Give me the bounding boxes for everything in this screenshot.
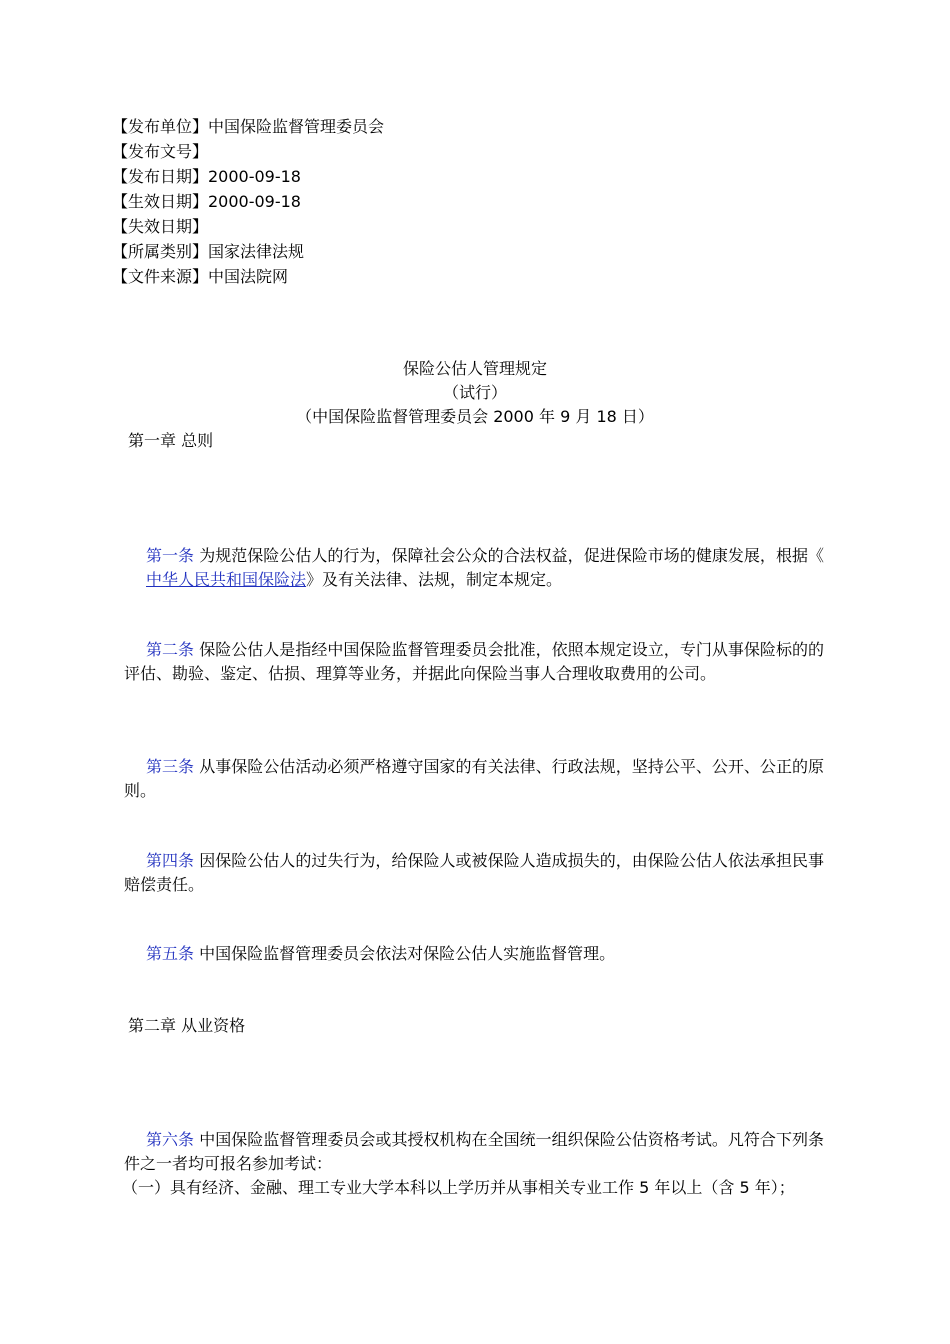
- article-number: 第四条: [146, 851, 195, 870]
- article-text-after: 》及有关法律、法规，制定本规定。: [306, 570, 563, 589]
- list-item-text: （一）具有经济、金融、理工专业大学本科以上学历并从事相关专业工作 5 年以上（含 5 年）；: [122, 1178, 795, 1197]
- meta-doc-number: 【发布文号】: [112, 142, 209, 161]
- article-text: 中国保险监督管理委员会或其授权机构在全国统一组织保险公估资格考试。凡符合下列条件之一者均可报名参加考试：: [124, 1130, 824, 1173]
- meta-expiry-date: 【失效日期】: [112, 217, 209, 236]
- article-1: [124, 544, 824, 592]
- insurance-law-link[interactable]: 中华人民共和国保险法: [146, 570, 307, 589]
- document-metadata: [112, 114, 384, 289]
- meta-issuer: 【发布单位】中国保险监督管理委员会: [112, 117, 385, 136]
- article-number: 第一条: [146, 546, 195, 565]
- article-text: 保险公估人是指经中国保险监督管理委员会批准，依照本规定设立，专门从事保险标的的评估、勘验、鉴定、估损、理算等业务，并据此向保险当事人合理收取费用的公司。: [124, 640, 824, 683]
- article-text: 因保险公估人的过失行为，给保险人或被保险人造成损失的，由保险公估人依法承担民事赔偿责任。: [124, 851, 824, 894]
- article-number: 第五条: [146, 944, 195, 963]
- article-text: 从事保险公估活动必须严格遵守国家的有关法律、行政法规，坚持公平、公开、公正的原则。: [124, 757, 824, 800]
- chapter-heading: 第二章 从业资格: [128, 1016, 246, 1035]
- meta-category: 【所属类别】国家法律法规: [112, 242, 305, 261]
- article-text: 中国保险监督管理委员会依法对保险公估人实施监督管理。: [194, 944, 616, 963]
- article-4: [124, 849, 824, 897]
- document-subtitle: （试行）: [442, 383, 507, 402]
- meta-issue-date: 【发布日期】2000-09-18: [112, 167, 301, 186]
- meta-source: 【文件来源】中国法院网: [112, 267, 289, 286]
- article-6: [124, 1128, 824, 1176]
- article-number: 第六条: [146, 1130, 195, 1149]
- article-number: 第三条: [146, 757, 195, 776]
- article-5: [124, 942, 824, 966]
- article-number: 第二条: [146, 640, 195, 659]
- list-item: [112, 1176, 824, 1200]
- chapter-heading: 第一章 总则: [128, 431, 214, 450]
- article-3: [124, 755, 824, 803]
- article-2: [124, 638, 824, 686]
- meta-effective-date: 【生效日期】2000-09-18: [112, 192, 301, 211]
- document-issued-line: （中国保险监督管理委员会 2000 年 9 月 18 日）: [296, 407, 654, 426]
- title-block: [0, 357, 950, 429]
- article-text: 为规范保险公估人的行为，保障社会公众的合法权益，促进保险市场的健康发展，根据《: [194, 546, 824, 565]
- document-title: 保险公估人管理规定: [402, 359, 547, 378]
